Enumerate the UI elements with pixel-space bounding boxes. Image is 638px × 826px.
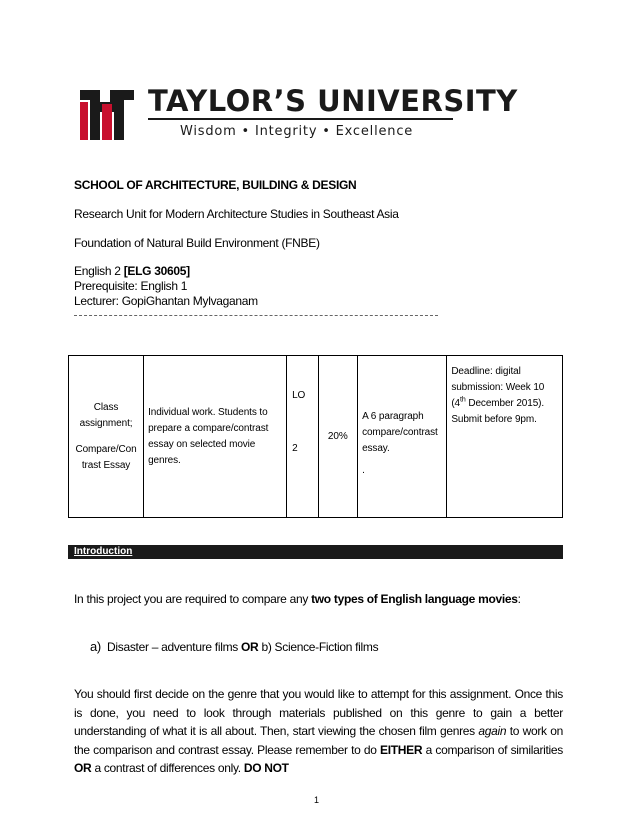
- para-emphasis: EITHER: [380, 742, 423, 757]
- learning-outcome-cell: [287, 356, 318, 518]
- page-number: 1: [314, 795, 320, 805]
- para-emphasis: DO NOT: [243, 761, 289, 775]
- deadline-cell: [447, 356, 563, 518]
- option-text: Disaster – adventure films: [107, 640, 242, 654]
- cell-text: trast Essay: [81, 459, 131, 471]
- course-prefix: English 2: [74, 264, 124, 278]
- option-letter: a): [90, 639, 101, 654]
- para-text: to work on the comparison and contrast essay. Please remember to do: [74, 724, 563, 757]
- cell-text: Compare/Con: [75, 443, 137, 455]
- option-or: OR: [241, 640, 259, 654]
- course-title: [74, 264, 190, 278]
- lo-label: LO: [292, 390, 306, 401]
- lo-number: 2: [292, 443, 298, 454]
- foundation-programme: Foundation of Natural Build Environment (FNBE): [74, 236, 320, 250]
- deadline-text-end: December 2015). Submit before 9pm.: [451, 398, 545, 425]
- para-text: In this project you are required to compare any: [74, 592, 312, 606]
- para-italic: again: [478, 724, 507, 738]
- introduction-heading: Introduction: [74, 546, 133, 557]
- university-motto: Wisdom • Integrity • Excellence: [180, 124, 414, 139]
- para-emphasis: OR: [74, 761, 92, 775]
- introduction-bar: [68, 545, 563, 559]
- course-code: [ELG 30605]: [123, 264, 190, 278]
- weightage-cell: 20%: [318, 356, 358, 518]
- logo-divider: [148, 118, 453, 120]
- school-name: SCHOOL OF ARCHITECTURE, BUILDING & DESIGN: [74, 178, 357, 192]
- deadline-sup: th: [460, 396, 466, 404]
- research-unit: Research Unit for Modern Architecture Studies in Southeast Asia: [74, 207, 399, 221]
- para-emphasis: two types of English language movies: [311, 592, 518, 606]
- table-row: [69, 356, 563, 518]
- assessment-description-cell: Individual work. Students to prepare a compare/contrast essay on selected movie genres.: [144, 356, 287, 518]
- prerequisite: Prerequisite: English 1: [74, 279, 188, 293]
- para-text: a contrast of differences only.: [91, 761, 244, 775]
- cell-text: Class: [93, 401, 119, 413]
- university-name: TAYLOR’S UNIVERSITY: [148, 84, 518, 118]
- deliverable-dot: .: [362, 464, 365, 476]
- deliverable-text: A 6 paragraph compare/contrast essay.: [362, 410, 438, 454]
- instructions-paragraph: [74, 685, 563, 778]
- para-text: You should first decide on the genre that you would like to attempt for this assignment. Once this is done, you need to look through materials published on this genre to gain a better understanding of what it is all about. Then, start viewing the chosen film genres: [74, 687, 563, 738]
- genre-options: [90, 638, 550, 657]
- cell-text: assignment;: [79, 417, 133, 429]
- header-divider: [74, 315, 438, 316]
- deliverable-cell: [358, 356, 447, 518]
- university-logo-mark: [80, 88, 134, 140]
- deadline-text: Deadline: digital submission: Week 10 (4: [451, 366, 545, 409]
- assessment-type-cell: [69, 356, 144, 518]
- lecturer: Lecturer: GopiGhantan Mylvaganam: [74, 294, 258, 308]
- para-text: a comparison of similarities: [422, 742, 563, 757]
- intro-paragraph: [74, 590, 563, 609]
- assessment-table: [68, 355, 563, 518]
- option-text: b) Science-Fiction films: [258, 640, 379, 654]
- para-text: :: [517, 592, 521, 606]
